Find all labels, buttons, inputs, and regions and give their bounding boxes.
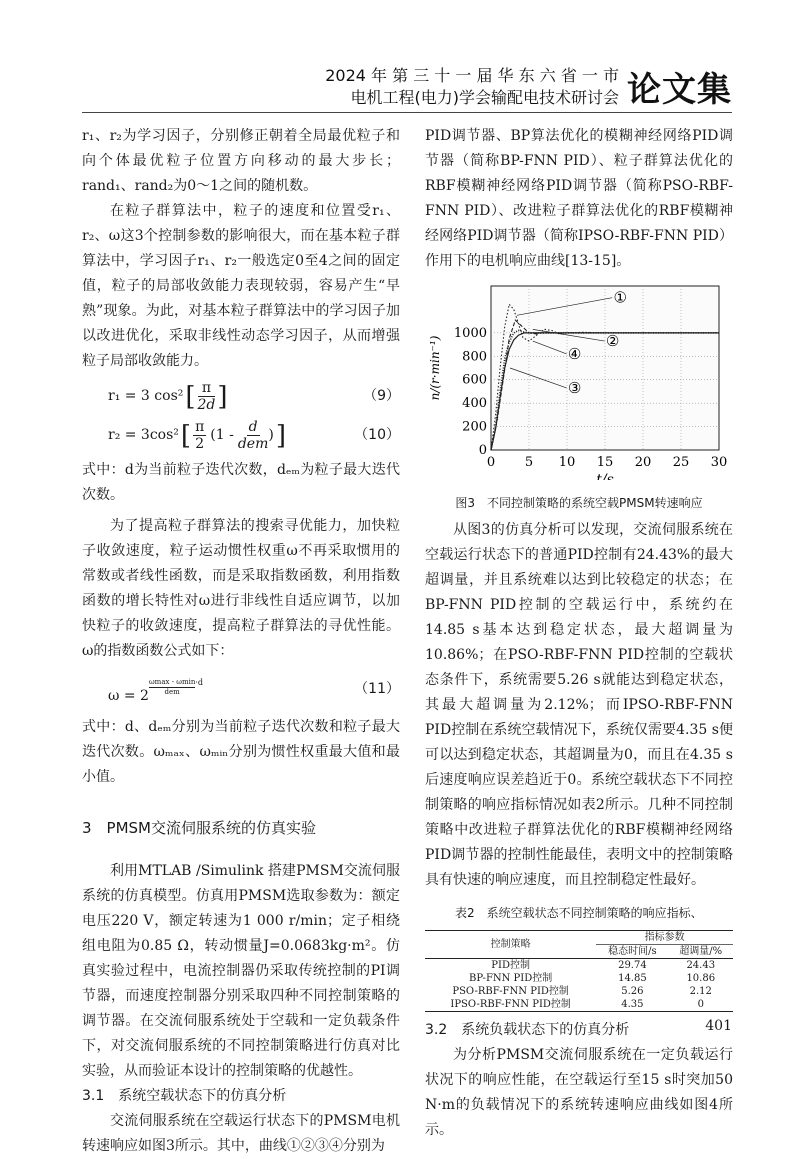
table-cell-time: 4.35 [621,999,644,1010]
x-tick-label: 25 [672,455,690,470]
curve-annotation: ④ [567,344,582,363]
eq11-number: （11） [354,681,400,697]
curve-annotation: ① [613,288,627,307]
table-2 [425,930,733,1012]
paragraph-eq11-notes: 式中：d、dₑₘ分别为当前粒子迭代次数和粒子最大迭代次数。ωₘₐₓ、ωₘᵢₙ分别为惯性权重最大值和最小值。 [82,719,400,785]
left-column [82,124,400,1159]
table-cell-overshoot: 24.43 [686,960,716,971]
eq10-lhs: r₂ = 3cos² [108,427,179,443]
table-header-overshoot: 超调量/% [679,946,723,957]
equation-10: r₂ = 3cos² [ $\frac{\pi}{2}$ (1 - d dem ) ] （10） [108,419,400,452]
table-header-time: 稳态时间/s [608,946,657,957]
paragraph-load-intro: 为分析PMSM交流伺服系统在一定负载运行状况下的响应性能，在空载运行至15 s时突加50 N·m的负载情况下的系统转速响应曲线如图4所示。 [425,1047,733,1138]
eq9-numerator: π [198,380,215,397]
figure-3 [425,280,733,516]
paragraph-no-load-intro: 交流伺服系统在空载运行状态下的PMSM电机转速响应如图3所示。其中，曲线①②③④分别为 [82,1113,400,1154]
eq9-number: （9） [363,388,400,404]
header-line-2: 电机工程(电力)学会输配电技术研讨会 [350,87,619,107]
table-cell-strategy: PSO-RBF-FNN PID控制 [452,986,569,997]
y-tick-label: 600 [462,372,487,388]
y-tick-label: 800 [462,349,487,365]
curve-annotation: ② [605,332,620,351]
table-row [425,972,733,985]
x-tick-label: 30 [710,455,728,470]
speed-response-chart [425,280,733,480]
eq10-denominator-2: dem [237,436,269,452]
eq10-end: ) [268,427,274,443]
x-tick-label: 0 [486,455,496,470]
x-tick-label: 5 [524,455,534,470]
x-tick-label: 15 [596,455,614,470]
header-line-1: 2024 年 第 三 十 一 届 华 东 六 省 一 市 [325,65,619,85]
paragraph-inertia-weight: 为了提高粒子群算法的搜索寻优能力，加快粒子收敛速度，粒子运动惯性权重ω不再采取惯用的常数或者线性函数，而是采取指数函数，利用指数函数的增长特性对ω进行非线性自适应调节，以加快粒子的收敛速度，提高粒子群算法的寻优性能。ω的指数函数公式如下： [82,518,400,659]
table-row [425,959,733,973]
table-cell-time: 29.74 [618,960,647,971]
table-cell-overshoot: 0 [697,999,704,1010]
eq10-number: （10） [354,427,400,443]
paragraph-pso-params: 在粒子群算法中，粒子的速度和位置受r₁、r₂、ω这3个控制参数的影响很大，而在基本粒子群算法中，学习因子r₁、r₂一般选定0至4之间的固定值，粒子的局部收敛能力表现较弱，容易产生“早熟”现象。为此，对基本粒子群算法中的学习因子加以改进优化，采取非线性动态学习因子，从而增强粒子局部收敛能力。 [82,203,400,369]
eq10-numerator-2: d [248,419,258,435]
y-axis-label: n/(r·min⁻¹) [428,335,442,401]
eq10-mid: (1 - [210,427,234,443]
eq9-denominator: 2d [197,397,216,413]
eq11-exp-tail: ·d [195,678,204,687]
page-number: 401 [705,1018,732,1034]
table-row [425,998,733,1012]
header-proceedings-title: 论文集 [627,70,732,110]
header-rule [82,112,732,113]
y-tick-label: 1000 [453,325,487,341]
x-axis-label: t/s [596,472,614,480]
eq11-lhs: ω = 2 [108,688,149,704]
curve-annotation: ③ [567,378,582,397]
table-cell-time: 14.85 [618,973,647,984]
eq10-denominator: 2 [195,436,205,452]
section-3-2-heading: 3.2 系统负载状态下的仿真分析 [425,1022,630,1038]
table-header-strategy: 控制策略 [425,931,596,959]
y-tick-label: 0 [478,443,487,458]
y-tick-label: 400 [462,396,487,412]
paragraph-no-load-analysis: 从图3的仿真分析可以发现，交流伺服系统在空载运行状态下的普通PID控制有24.43%的最大超调量，并且系统难以达到比较稳定的状态；在BP-FNN PID控制的空载运行中，系统约在14.85 s基本达到稳定状态，最大超调量为10.86%；在PSO-RBF-FNN PID控制的空载状态条件下，系统需要5.26 s就能达到稳定状态，其最大超调量为2.12%；而IPSO-RBF-FNN PID控制在系统空载情况下，系统仅需要4.35 s便可以达到稳定状态，其超调量为0，而且在4.35 s后速度响应误差趋近于0。系统空载状态下不同控制策略的响应指标情况如表2所示。几种不同控制策略中改进粒子群算法优化的RBF模糊神经网络PID调节器的控制性能最佳，表明文中的控制策略具有快速的响应速度，而且控制稳定性最好。 [425,522,733,888]
table-cell-strategy: BP-FNN PID控制 [469,973,553,984]
y-tick-label: 200 [462,419,487,435]
eq9-lhs: r₁ = 3 cos² [108,388,184,404]
table-cell-time: 5.26 [621,986,644,997]
eq11-exp-numerator: ωmax - ωmin [148,678,196,686]
table-cell-strategy: PID控制 [491,960,530,971]
x-tick-label: 20 [634,455,652,470]
section-3-heading: 3 PMSM交流伺服系统的仿真实验 [82,819,316,837]
table-cell-overshoot: 10.86 [686,973,716,984]
paragraph-eq10-notes: 式中：d为当前粒子迭代次数，dₑₘ为粒子最大迭代次数。 [82,462,400,503]
paragraph-learning-factors: r₁、r₂为学习因子，分别修正朝着全局最优粒子和向个体最优粒子位置方向移动的最大步长；rand₁、rand₂为0～1之间的随机数。 [82,128,400,194]
paragraph-curve-legend: PID调节器、BP算法优化的模糊神经网络PID调节器（简称BP-FNN PID）、粒子群算法优化的RBF模糊神经网络PID调节器（简称PSO-RBF-FNN PID）、改进粒子群算法优化的RBF模糊神经网络PID调节器（简称IPSO-RBF-FNN PID）作用下的电机响应曲线[13-15]。 [425,128,733,269]
right-column [425,124,733,1143]
paragraph-simulation-setup: 利用MTLAB /Simulink 搭建PMSM交流伺服系统的仿真模型。仿真用PMSM选取参数为：额定电压220 V，额定转速为1 000 r/min；定子相绕组电阻为0.85 Ω，转动惯量J=0.0683kg·m²。仿真实验过程中，电流控制器仍采取传统控制的PI调节器，而速度控制器分别采取四种不同控制策略的调节器。在交流伺服系统处于空载和一定负载条件下，对交流伺服系统的不同控制策略进行仿真对比实验，从而验证本设计的控制策略的优越性。 [82,863,400,1079]
equation-11 [82,670,400,709]
table-header-group: 指标参数 [596,931,733,945]
x-tick-label: 10 [558,455,576,470]
eq11-exp-denominator: dem [164,688,180,696]
running-header [325,62,732,111]
table-cell-overshoot: 2.12 [689,986,712,997]
equation-9: r₁ = 3 cos² [ $\frac{\pi}{2d}$ ] （9） [108,380,400,413]
figure-3-caption: 图3 不同控制策略的系统空载PMSM转速响应 [455,496,703,510]
eq10-numerator: π [195,419,205,435]
section-3-1-heading: 3.1 系统空载状态下的仿真分析 [82,1088,287,1104]
table-row [425,985,733,998]
table-2-caption: 表2 系统空载状态不同控制策略的响应指标、 [455,906,703,920]
table-cell-strategy: IPSO-RBF-FNN PID控制 [450,999,571,1010]
